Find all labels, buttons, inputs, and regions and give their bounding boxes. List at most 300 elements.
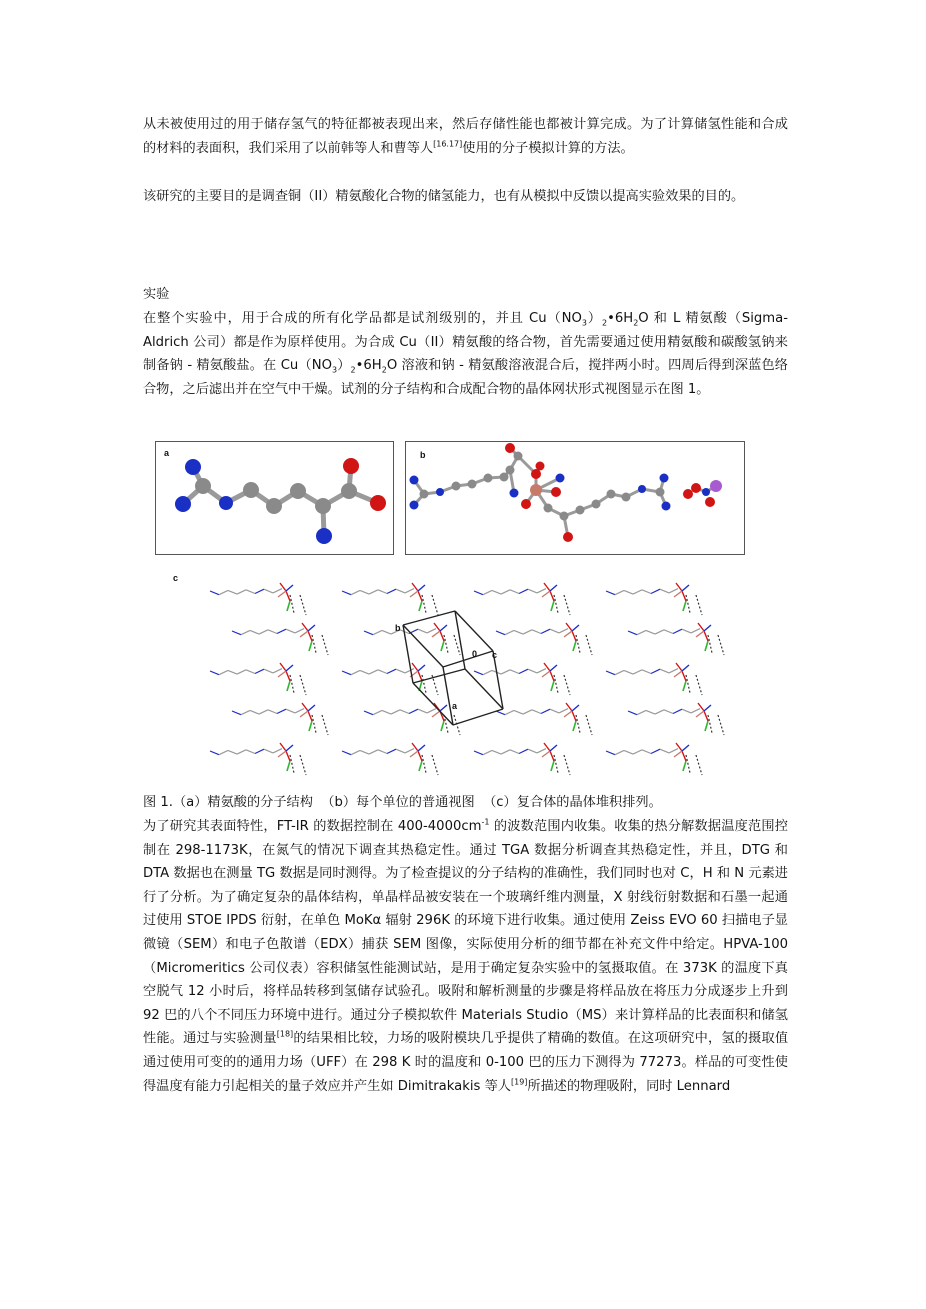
bond-line xyxy=(422,595,426,613)
bond-line xyxy=(309,721,312,731)
bond-line xyxy=(683,601,686,611)
bond-line xyxy=(523,630,532,634)
bond-line xyxy=(246,590,255,594)
bond-line xyxy=(255,669,264,673)
bond-line xyxy=(551,601,554,611)
bond-line xyxy=(550,665,557,671)
bond-line xyxy=(364,631,373,635)
bond-line xyxy=(412,663,418,671)
bond-line xyxy=(637,710,646,714)
bond-line xyxy=(286,629,295,633)
bond-line xyxy=(210,671,219,675)
bond-line xyxy=(519,669,528,673)
bond-line xyxy=(286,671,290,681)
panel-label-b: b xyxy=(420,450,426,460)
bond-line xyxy=(396,669,405,673)
text-span: ） xyxy=(337,358,351,374)
bond-line xyxy=(308,625,315,631)
bond-line xyxy=(676,743,682,751)
bond-line xyxy=(259,630,268,634)
bond-line xyxy=(586,715,592,735)
bond-line xyxy=(674,751,682,757)
bond-line xyxy=(369,590,378,594)
bond-line xyxy=(387,669,396,673)
bond-line xyxy=(566,623,572,631)
text-span: O 和 L 精氨酸（Sigma-Aldrich 公司）都是作为原样使用。为合成 Cu（II）精氨酸的络合物，首先需要通过使用精氨酸和碳酸氢钠来制备钠 - 精氨酸盐。在 Cu（NO xyxy=(143,311,788,374)
bond-line xyxy=(300,755,306,775)
bond-line xyxy=(391,710,400,714)
bond-line xyxy=(295,629,304,633)
bond-line xyxy=(664,630,673,634)
bond-line xyxy=(418,665,425,671)
panel-label-a: a xyxy=(164,448,170,458)
bond-line xyxy=(542,751,550,757)
bond-line xyxy=(606,591,615,595)
bond-line xyxy=(559,709,568,713)
bond-line xyxy=(264,669,273,673)
bond-line xyxy=(219,590,228,594)
bond-line xyxy=(542,671,550,677)
bond-line xyxy=(651,669,660,673)
bond-line xyxy=(514,630,523,634)
bond-line xyxy=(691,629,700,633)
bond-line xyxy=(237,590,246,594)
bond-line xyxy=(683,681,686,691)
bond-line xyxy=(708,635,712,653)
bond-line xyxy=(250,630,259,634)
bond-line xyxy=(669,749,678,753)
bond-line xyxy=(550,671,554,681)
bond-line xyxy=(342,591,351,595)
bond-line xyxy=(396,589,405,593)
bond-line xyxy=(704,631,708,641)
bond-line xyxy=(474,591,483,595)
bond-line xyxy=(492,750,501,754)
bond-line xyxy=(405,589,414,593)
bond-line xyxy=(255,749,264,753)
bond-line xyxy=(606,751,615,755)
bond-line xyxy=(232,711,241,715)
bond-line xyxy=(550,629,559,633)
bond-line xyxy=(637,630,646,634)
text-span: O 溶液和钠 - 精氨酸溶液混合后，搅拌两小时。四周后得到深蓝色络合物，之后滤出并在空气中干燥。试剂的分子结构和合成配合物的晶体网状形式视图显示在图 1。 xyxy=(143,358,788,397)
bond-line xyxy=(537,669,546,673)
bond-line xyxy=(704,711,708,721)
bond-line xyxy=(237,750,246,754)
bond-line xyxy=(718,715,724,735)
bond-line xyxy=(250,710,259,714)
bond-line xyxy=(708,715,712,733)
bond-line xyxy=(409,709,418,713)
asymmetric-unit-image xyxy=(406,442,744,554)
bond-line xyxy=(410,751,418,757)
bond-line xyxy=(576,635,580,653)
bond-line xyxy=(544,743,550,751)
bond-line xyxy=(387,589,396,593)
bond-line xyxy=(422,755,426,773)
bond-line xyxy=(510,750,519,754)
bond-line xyxy=(418,629,427,633)
bond-line xyxy=(302,703,308,711)
bond-line xyxy=(309,641,312,651)
subscript: 2 xyxy=(602,318,608,328)
bond-line xyxy=(572,705,579,711)
bond-line xyxy=(696,631,704,637)
crystal-packing-image xyxy=(155,563,749,781)
section-heading-experiment: 实验 xyxy=(143,287,170,302)
bond-line xyxy=(704,705,711,711)
bond-line xyxy=(419,601,422,611)
bond-line xyxy=(427,709,436,713)
bond-line xyxy=(434,623,440,631)
bond-line xyxy=(400,710,409,714)
subscript: 2 xyxy=(350,365,356,375)
bond-line xyxy=(312,715,316,733)
bond-line xyxy=(418,585,425,591)
bond-line xyxy=(718,635,724,655)
bond-line xyxy=(286,591,290,601)
bond-line xyxy=(286,585,293,591)
bond-line xyxy=(532,710,541,714)
bond-line xyxy=(510,590,519,594)
text-span: 从未被使用过的用于储存氢气的特征都被表现出来，然后存储性能也都被计算完成。为了计算储氢性能和合成的材料的表面积，我们采用了以前韩等人和曹等人 xyxy=(143,117,788,156)
bond-line xyxy=(264,749,273,753)
bond-line xyxy=(705,721,708,731)
bond-line xyxy=(369,750,378,754)
bond-line xyxy=(624,750,633,754)
bond-line xyxy=(278,671,286,677)
bond-line xyxy=(686,755,690,773)
bond-line xyxy=(624,590,633,594)
bond-line xyxy=(642,590,651,594)
cell-axis-label-c: c xyxy=(492,650,498,660)
bond-line xyxy=(277,709,286,713)
bond-line xyxy=(510,670,519,674)
text-span: •6H xyxy=(355,358,382,374)
bond-line xyxy=(686,595,690,613)
bond-line xyxy=(628,631,637,635)
bond-line xyxy=(360,750,369,754)
bond-line xyxy=(422,675,426,693)
bond-line xyxy=(514,710,523,714)
bond-line xyxy=(287,681,290,691)
bond-line xyxy=(308,711,312,721)
bond-line xyxy=(441,721,444,731)
bond-line xyxy=(295,709,304,713)
subscript: 2 xyxy=(381,365,387,375)
bond-line xyxy=(219,750,228,754)
bond-line xyxy=(544,663,550,671)
bond-line xyxy=(273,669,282,673)
bond-line xyxy=(682,591,686,601)
bond-line xyxy=(378,590,387,594)
bond-line xyxy=(576,715,580,733)
bond-line xyxy=(564,595,570,615)
text-span: 所描述的物理吸附，同时 Lennard xyxy=(527,1078,731,1094)
bond-line xyxy=(342,751,351,755)
bond-line xyxy=(686,675,690,693)
bond-line xyxy=(528,589,537,593)
bond-line xyxy=(572,631,576,641)
bond-line xyxy=(496,711,505,715)
bond-line xyxy=(387,749,396,753)
figure-caption: 图 1.（a）精氨酸的分子结构 （b）每个单位的普通视图 （c）复合体的晶体堆积排列。 xyxy=(143,795,662,810)
bond-line xyxy=(351,750,360,754)
bond-line xyxy=(418,591,422,601)
bond-line xyxy=(676,583,682,591)
bond-line xyxy=(519,749,528,753)
bond-line xyxy=(440,625,447,631)
bond-line xyxy=(573,641,576,651)
bond-line xyxy=(655,710,664,714)
bond-line xyxy=(418,671,422,681)
paragraph-intro xyxy=(143,113,788,160)
bond-line xyxy=(615,670,624,674)
bond-line xyxy=(382,630,391,634)
bond-line xyxy=(573,721,576,731)
bond-line xyxy=(615,750,624,754)
bond-line xyxy=(501,670,510,674)
bond-line xyxy=(646,630,655,634)
paragraph-aim: 该研究的主要目的是调查铜（II）精氨酸化合物的储氢能力，也有从模拟中反馈以提高实验效果的目的。 xyxy=(143,189,745,204)
bond-line xyxy=(432,755,438,775)
bond-line xyxy=(586,635,592,655)
bond-line xyxy=(541,709,550,713)
bond-line xyxy=(505,630,514,634)
bond-line xyxy=(554,595,558,613)
subscript: 2 xyxy=(633,318,639,328)
bond-line xyxy=(255,589,264,593)
paragraph-methods xyxy=(143,815,788,1098)
bond-line xyxy=(505,710,514,714)
bond-line xyxy=(544,583,550,591)
bond-line xyxy=(550,745,557,751)
bond-line xyxy=(683,761,686,771)
figure-panel-a xyxy=(155,441,394,555)
bond-line xyxy=(403,611,455,625)
bond-line xyxy=(696,711,704,717)
bond-line xyxy=(290,675,294,693)
bond-line xyxy=(698,703,704,711)
cell-axis-label-a: a xyxy=(452,701,458,711)
bond-line xyxy=(418,751,422,761)
bond-line xyxy=(642,670,651,674)
bond-line xyxy=(268,630,277,634)
bond-line xyxy=(564,755,570,775)
bond-line xyxy=(232,631,241,635)
bond-line xyxy=(290,595,294,613)
bond-line xyxy=(537,589,546,593)
bond-line xyxy=(300,675,306,695)
bond-line xyxy=(286,745,293,751)
bond-line xyxy=(264,589,273,593)
panel-label-c: c xyxy=(173,573,179,583)
bond-line xyxy=(432,631,440,637)
bond-line xyxy=(528,669,537,673)
bond-line xyxy=(268,710,277,714)
bond-line xyxy=(278,751,286,757)
bond-line xyxy=(412,743,418,751)
bond-line xyxy=(300,711,308,717)
text-span: 的波数范围内收集。收集的热分解数据温度范围控制在 298-1173K，在氮气的情况下调查其热稳定性。通过 TGA 数据分析调查其热稳定性，并且，DTG 和 DTA 数据也在测量 TG 数据是同时测得。为了检查提议的分子结构的准确性，我们同时也对 C，H 和 N 元素进行了分析。为了确定复杂的晶体结构，单晶样品被安装在一个玻璃纤维内测量，X 射线衍射数据和石墨一起通过使用 STOE IPDS 衍射，在单色 MoKα 辐射 296K 的环境下进行收集。通过使用 Zeiss EVO 60 扫描电子显微镜（SEM）和电子色散谱（EDX）捕获 SEM 图像，实际使用分析的细节都在补充文件中给定。HPVA-100（Micromeritics 公司仪表）容积储氢性能测试站，是用于确定复杂实验中的氢摄取值。在 373K 的温度下真空脱气 12 小时后，将样品转移到氢储存试验孔。吸附和解析测量的步骤是将样品放在将压力分成逐步上升到 92 巴的八个不同压力环境中进行。通过分子模拟软件 Materials Studio（MS）来计算样品的比表面积和储氢性能。通过与实验测量 xyxy=(143,819,788,1047)
bond-line xyxy=(633,590,642,594)
bond-line xyxy=(342,671,351,675)
bond-line xyxy=(682,665,689,671)
bond-line xyxy=(682,585,689,591)
bond-line xyxy=(566,703,572,711)
bond-line xyxy=(674,671,682,677)
bond-line xyxy=(682,745,689,751)
bond-line xyxy=(364,711,373,715)
bond-line xyxy=(280,743,286,751)
bond-line xyxy=(405,749,414,753)
bond-line xyxy=(440,631,444,641)
bond-line xyxy=(360,590,369,594)
bond-line xyxy=(696,675,702,695)
bond-line xyxy=(651,749,660,753)
text-span: 在整个实验中，用于合成的所有化学品都是试剂级别的，并且 Cu（NO xyxy=(143,311,582,326)
bond-line xyxy=(651,589,660,593)
bond-line xyxy=(564,711,572,717)
bond-line xyxy=(351,590,360,594)
bond-line xyxy=(660,749,669,753)
bond-line xyxy=(378,750,387,754)
bond-line xyxy=(691,709,700,713)
bond-line xyxy=(628,711,637,715)
bond-line xyxy=(440,705,447,711)
bond-line xyxy=(453,709,503,725)
bond-line xyxy=(501,590,510,594)
bond-line xyxy=(492,590,501,594)
bond-line xyxy=(532,630,541,634)
bond-line xyxy=(241,710,250,714)
bond-line xyxy=(551,681,554,691)
bond-line xyxy=(290,755,294,773)
bond-line xyxy=(286,665,293,671)
bond-line xyxy=(278,591,286,597)
bond-line xyxy=(572,625,579,631)
bond-line xyxy=(483,750,492,754)
bond-line xyxy=(542,591,550,597)
text-span: 使用的分子模拟计算的方法。 xyxy=(462,140,634,156)
bond-line xyxy=(410,591,418,597)
bond-line xyxy=(474,751,483,755)
bond-line xyxy=(351,670,360,674)
citation: [19] xyxy=(510,1077,528,1087)
bond-line xyxy=(633,750,642,754)
bond-line xyxy=(322,715,328,735)
bond-line xyxy=(550,591,554,601)
cell-axis-label-origin: 0 xyxy=(472,649,478,659)
bond-line xyxy=(633,670,642,674)
bond-line xyxy=(501,750,510,754)
bond-line xyxy=(443,651,493,667)
bond-line xyxy=(308,705,315,711)
bond-line xyxy=(369,670,378,674)
bond-line xyxy=(669,589,678,593)
bond-line xyxy=(432,595,438,615)
bond-line xyxy=(528,749,537,753)
bond-line xyxy=(312,635,316,653)
bond-line xyxy=(564,675,570,695)
bond-line xyxy=(237,670,246,674)
bond-line xyxy=(550,751,554,761)
bond-line xyxy=(496,631,505,635)
bond-line xyxy=(432,711,440,717)
bond-line xyxy=(682,629,691,633)
bond-line xyxy=(378,670,387,674)
text-span: •6H xyxy=(607,311,634,326)
bond-line xyxy=(483,670,492,674)
bond-line xyxy=(624,670,633,674)
text-span: 为了研究其表面特性，FT-IR 的数据控制在 400-4000cm xyxy=(143,819,482,834)
citation: [18] xyxy=(276,1029,294,1039)
bond-line xyxy=(405,669,414,673)
bond-line xyxy=(419,761,422,771)
bond-line xyxy=(246,750,255,754)
bond-line xyxy=(696,595,702,615)
bond-line xyxy=(682,671,686,681)
bond-line xyxy=(660,589,669,593)
bond-line xyxy=(474,671,483,675)
bond-line xyxy=(280,663,286,671)
superscript: -1 xyxy=(481,817,490,827)
bond-line xyxy=(286,709,295,713)
bond-line xyxy=(572,711,576,721)
bond-line xyxy=(550,585,557,591)
bond-line xyxy=(682,709,691,713)
bond-line xyxy=(519,589,528,593)
bond-line xyxy=(696,755,702,775)
bond-line xyxy=(322,635,328,655)
bond-line xyxy=(564,631,572,637)
bond-line xyxy=(642,750,651,754)
bond-line xyxy=(219,670,228,674)
bond-line xyxy=(541,629,550,633)
bond-line xyxy=(228,590,237,594)
text-span: 的结果相比较，力场的吸附模块几乎提供了精确的数值。在这项研究中，氢的摄取值通过使用可变的的通用力场（UFF）在 298 K 时的温度和 0-100 巴的压力下测得为 77273。样品的可变性使得温度有能力引起相关的量子效应并产生如 Dimitrakakis 等人 xyxy=(143,1031,789,1094)
bond-line xyxy=(382,710,391,714)
bond-line xyxy=(210,751,219,755)
bond-line xyxy=(537,749,546,753)
bond-line xyxy=(705,641,708,651)
bond-line xyxy=(704,625,711,631)
bond-line xyxy=(412,583,418,591)
bond-line xyxy=(277,629,286,633)
bond-line xyxy=(373,630,382,634)
bond-line xyxy=(360,670,369,674)
bond-line xyxy=(554,755,558,773)
bond-line xyxy=(664,710,673,714)
figure-panel-b xyxy=(405,441,745,555)
bond-line xyxy=(286,751,290,761)
bond-line xyxy=(676,663,682,671)
bond-line xyxy=(246,670,255,674)
bond-line xyxy=(551,761,554,771)
bond-line xyxy=(646,710,655,714)
bond-line xyxy=(302,623,308,631)
bond-line xyxy=(523,710,532,714)
bond-line xyxy=(396,749,405,753)
bond-line xyxy=(660,669,669,673)
bond-line xyxy=(673,709,682,713)
arginine-molecule-image xyxy=(156,442,393,554)
bond-line xyxy=(241,630,250,634)
bond-line xyxy=(615,590,624,594)
bond-line xyxy=(550,709,559,713)
bond-line xyxy=(444,635,448,653)
citation: [16.17] xyxy=(433,139,463,149)
